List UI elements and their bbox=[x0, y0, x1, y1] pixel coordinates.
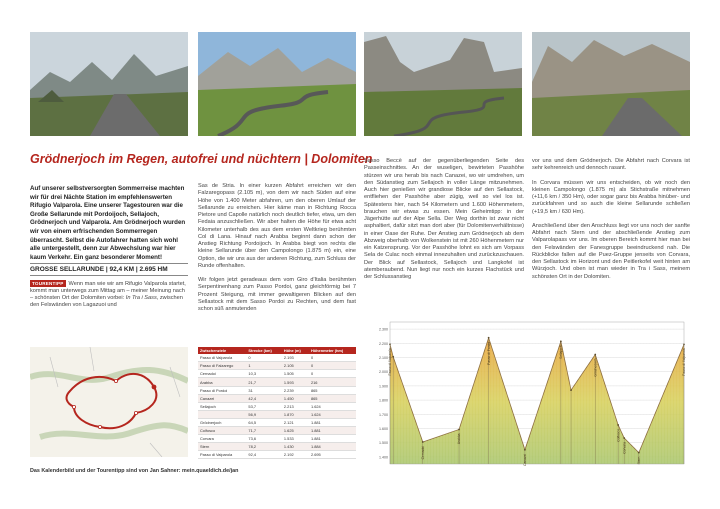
paragraph: vor uns und dem Grödnerjoch. Die Abfahrt nach Corvara ist sehr kehrenreich und dennoch rasant. bbox=[532, 158, 690, 172]
paragraph: Wir folgen jetzt geradeaus dem vom Giro d'Italia berühmten Serpentinenhang zum Passo Pordoi, ganz gleichförmig bei 7 Prozent Steigung, mit immer gewaltigeren Blicken auf den Sellastock mit dem Sasso Pordoi zu Rechten, und dem fast schon süß anmutenden bbox=[198, 277, 356, 312]
waypoint-label: Corvara bbox=[622, 442, 627, 454]
credit-line: Das Kalenderbild und der Tourentipp sind von Jan Sahner: mein.quaeldich.de/jan bbox=[30, 468, 239, 474]
table-cell: Stern bbox=[198, 443, 246, 451]
photo-4 bbox=[532, 32, 690, 136]
table-header-cell: Höhenmeter (hm) bbox=[309, 347, 356, 354]
table-cell: 56,9 bbox=[246, 410, 282, 418]
y-tick-label: 1.400 bbox=[379, 455, 388, 460]
table-cell: 865 bbox=[309, 394, 356, 402]
table-header-cell: Höhe (m) bbox=[282, 347, 309, 354]
tour-text-b: , zwischen den Felswänden von Lagazuoi und bbox=[30, 295, 183, 309]
table-cell: 2.193 bbox=[282, 354, 309, 362]
table-cell: 1.505 bbox=[282, 370, 309, 378]
data-point bbox=[524, 449, 526, 451]
table-header-row bbox=[198, 347, 356, 354]
elevation-profile-chart bbox=[368, 318, 688, 468]
table-cell: 1.884 bbox=[309, 443, 356, 451]
table-header-cell: Strecke (km) bbox=[246, 347, 282, 354]
y-tick-label: 2.200 bbox=[379, 341, 388, 346]
table-cell: Arabba bbox=[198, 378, 246, 386]
text-column-3 bbox=[364, 158, 524, 288]
elevation-profile bbox=[368, 318, 688, 468]
table-cell: Passo di Valparola bbox=[198, 451, 246, 459]
table-cell: Corvara bbox=[198, 435, 246, 443]
table-cell: 78,2 bbox=[246, 443, 282, 451]
table-cell: 0 bbox=[246, 354, 282, 362]
table-cell: Grödnerjoch bbox=[198, 418, 246, 426]
paragraph: Anschließend über den Anschluss liegt vor uns noch der sanfte Abfahrt nach Stern und der abschließende Anstieg zum Valparolapass vor uns. Im oberen Bereich kommt hier man bei den Felswänden der Fanesgruppe beeindruckend nah. Die Rückblicke fallen auf die Puez-Gruppe jenseits von Corvara, den Sellastock im Horizont und den Peitlerkofel weit hinten am Würzjoch. Und oben ist man wieder in Tra i Sass, meinem schönsten Ort in der Dolomiten. bbox=[532, 222, 690, 280]
table-row bbox=[198, 410, 356, 418]
paragraph: Sas de Stria. In einer kurzen Abfahrt erreichen wir den Falzaregopass (2.105 m), von dem wir nach Süden auf eine Höhe von 1.400 Meter abfahren, um den oberen Umlauf der Sellarunde zu erreichen. Hier käme man in Richtung Rocca Pietore und Capolle natürlich noch deutlich tiefer, etwa, um den Fedaia anzuschließen. Wir aber halten die Höhe für etwa acht Kilometer unterhalb des aus dem ersten Weltkrieg berühmten Col di Lana. Hinauf nach Arabba beginnt dann schon der Anstieg Richtung Pordoijoch. In Arabba biegt von rechts die kleine Sellarunde über den Campolongo (1.875 m) ein, eine Option, die wir uns aus der anderen Richtung, zum Schluss der Runde offenhalten. bbox=[198, 183, 356, 269]
table-cell: 0 bbox=[309, 370, 356, 378]
tour-text-place: In Tra i Sass bbox=[125, 295, 157, 302]
table-cell: 1.450 bbox=[282, 394, 309, 402]
waypoints-table-wrap bbox=[198, 347, 356, 459]
table-cell: 21,7 bbox=[246, 378, 282, 386]
table-cell: Sellajoch bbox=[198, 402, 246, 410]
photo-1 bbox=[30, 32, 188, 136]
table-cell bbox=[198, 410, 246, 418]
data-point bbox=[594, 354, 596, 356]
table-cell: 2.192 bbox=[282, 451, 309, 459]
table-cell: 1.881 bbox=[309, 427, 356, 435]
tour-text-a: Wenn man wie wir am Rifugio Valparola startet, kommt man unterwegs zum Mittag am – meiner Meinung nach – schönsten Ort der Dolomiten vorbei: bbox=[30, 281, 186, 302]
table-cell: 1.870 bbox=[282, 410, 309, 418]
table-cell: 53,7 bbox=[246, 402, 282, 410]
waypoint-label: Grödnerjoch bbox=[593, 358, 598, 377]
intro-text: Auf unserer selbstversorgten Sommerreise machten wir für drei Nächte Station im empfehlenswerten Rifugio Valparola. Eine unserer Tagestouren war die Große Sellarunde mit Pordoijoch, Sellajoch, Grödnerjoch und Valparola. Am Grödnerjoch wurden wir von einem erfrischenden Sommerregen überrascht. Selbst die Autofahrer hatten sich wohl alle untergestellt, denn zur Abwechslung war hier kaum Verkehr. Ein ganz besonderer Moment! bbox=[30, 185, 186, 261]
y-tick-label: 2.100 bbox=[379, 356, 388, 360]
table-cell: Passo di Valparola bbox=[198, 354, 246, 362]
paragraph: In Corvara müssen wir uns entscheiden, ob wir noch den kleinen Campolongo (1.875 m) als Stichstraße mitnehmen (+11,6 km / 350 Hm), oder sogar ganz bis Arabba hinüber- und zurückfahren und so auch die kleine Sellarunde schließen (+19,5 km / 630 Hm). bbox=[532, 179, 690, 215]
table-cell: Passo di Falzarego bbox=[198, 362, 246, 370]
table-cell: 71,7 bbox=[246, 427, 282, 435]
table-cell: 1.430 bbox=[282, 443, 309, 451]
tour-heading: GROSSE SELLARUNDE | 92,4 KM | 2.695 HM bbox=[30, 263, 188, 276]
table-cell: Canazei bbox=[198, 394, 246, 402]
y-tick-label: 2.300 bbox=[379, 327, 388, 332]
table-cell: 73,6 bbox=[246, 435, 282, 443]
table-cell: 1.881 bbox=[309, 435, 356, 443]
table-header-cell: Zwischenziele bbox=[198, 347, 246, 354]
table-cell: 0 bbox=[309, 362, 356, 370]
table-row bbox=[198, 402, 356, 410]
data-point bbox=[392, 356, 394, 358]
route-map bbox=[30, 347, 188, 457]
y-tick-label: 1.700 bbox=[379, 412, 388, 417]
table-row bbox=[198, 418, 356, 426]
table-cell: 92,4 bbox=[246, 451, 282, 459]
table-cell: 2.695 bbox=[309, 451, 356, 459]
table-row bbox=[198, 354, 356, 362]
waypoint-label: Colfosco bbox=[616, 428, 621, 442]
table-cell: 42,4 bbox=[246, 394, 282, 402]
table-cell: Colfosco bbox=[198, 427, 246, 435]
table-cell: 1.881 bbox=[309, 418, 356, 426]
waypoint-label: Arabba bbox=[457, 433, 462, 445]
table-row bbox=[198, 370, 356, 378]
table-row bbox=[198, 378, 356, 386]
waypoint-label: Cernadoi bbox=[420, 445, 425, 460]
table-cell: 64,5 bbox=[246, 418, 282, 426]
table-cell: 2.105 bbox=[282, 362, 309, 370]
waypoint-label: Sellajoch bbox=[559, 345, 564, 359]
data-point bbox=[488, 337, 490, 339]
table-row bbox=[198, 451, 356, 459]
data-point bbox=[560, 341, 562, 343]
table-cell: 10,3 bbox=[246, 370, 282, 378]
photo-3 bbox=[364, 32, 522, 136]
table-cell: 1 bbox=[246, 362, 282, 370]
waypoints-table bbox=[198, 347, 356, 459]
waypoint-label: Passo di Pordoi bbox=[486, 341, 491, 365]
data-point bbox=[422, 441, 424, 443]
y-tick-label: 2.000 bbox=[379, 370, 388, 375]
table-row bbox=[198, 443, 356, 451]
text-column-2 bbox=[198, 183, 356, 320]
table-row bbox=[198, 386, 356, 394]
table-cell: Passo di Pordoi bbox=[198, 386, 246, 394]
data-point bbox=[638, 452, 640, 454]
table-cell: 1.624 bbox=[309, 402, 356, 410]
table-cell: 0 bbox=[309, 354, 356, 362]
y-tick-label: 1.800 bbox=[379, 398, 388, 403]
table-row bbox=[198, 427, 356, 435]
table-cell: 2.121 bbox=[282, 418, 309, 426]
data-point bbox=[623, 437, 625, 439]
route-map-graphic bbox=[30, 347, 188, 457]
table-body bbox=[198, 354, 356, 459]
table-cell: 1.625 bbox=[282, 427, 309, 435]
table-cell: 865 bbox=[309, 386, 356, 394]
paragraph: Sasso Beccè auf der gegenüberliegenden Seite des Passeinschnittes. An der wuseligen, bewirteten Passhöhe stürzen wir uns herab bis nach Canazei, wo wir umdrehen, um den Südanstieg zum Sellajoch in voller Länge mitzunehmen. Auch hier genießen wir grandiose Blicke auf den Sellastock, entfliehen der Passhöhe aber zügig, weil so viel los ist. Spätestens hier, nach 54 Kilometern und 1.600 Höhenmetern, brauchen wir etwas zu essen. Mein Geheimtipp: in der Jägerhütte auf der Alpe Sella. Der Weg dorthin ist zwar nicht asphaltiert, dafür sitzt man dort aber (für Dolomitenverhältnisse) in einer Oase der Ruhe. Der Anstieg zum Grödnerjoch ab dem Abzweig oberhalb von Wolkenstein ist mit 260 Höhenmetern nur ein Katzensprung. Vor der Passhöhe lohnt es sich am Vorpass Sela de Culac noch einmal innezuhalten und zurückzuschauen. Der Blick auf Sellastock, Sellajoch und Langkofel ist atemberaubend. Nun liegt nur noch ein kurzes Flachstück und der Schlussanstieg bbox=[364, 158, 524, 280]
waypoint-label: Passo di Valparola bbox=[388, 348, 393, 376]
table-cell: 1.533 bbox=[282, 435, 309, 443]
table-cell: 2.239 bbox=[282, 386, 309, 394]
y-tick-label: 1.500 bbox=[379, 441, 388, 446]
table-row bbox=[198, 362, 356, 370]
page-title: Grödnerjoch im Regen, autofrei und nüchtern | Dolomiten bbox=[30, 152, 373, 166]
table-cell: 216 bbox=[309, 378, 356, 386]
data-point bbox=[617, 424, 619, 426]
y-tick-label: 1.600 bbox=[379, 427, 388, 431]
data-point bbox=[458, 429, 460, 431]
table-row bbox=[198, 435, 356, 443]
text-column-4 bbox=[532, 158, 690, 288]
data-point bbox=[570, 389, 572, 391]
table-cell: 31 bbox=[246, 386, 282, 394]
waypoint-label: Stern bbox=[637, 456, 642, 465]
table-cell: 1.593 bbox=[282, 378, 309, 386]
table-cell: Cernadoi bbox=[198, 370, 246, 378]
waypoint-label: Passo di Valparola bbox=[682, 348, 687, 376]
table-row bbox=[198, 394, 356, 402]
tour-text bbox=[30, 280, 188, 309]
table-cell: 2.213 bbox=[282, 402, 309, 410]
waypoint-label: Canazei bbox=[523, 453, 528, 466]
table-cell: 1.624 bbox=[309, 410, 356, 418]
photo-2 bbox=[198, 32, 356, 136]
tourtipp-badge: TOURENTIPP bbox=[32, 281, 64, 286]
y-tick-label: 1.900 bbox=[379, 384, 388, 389]
